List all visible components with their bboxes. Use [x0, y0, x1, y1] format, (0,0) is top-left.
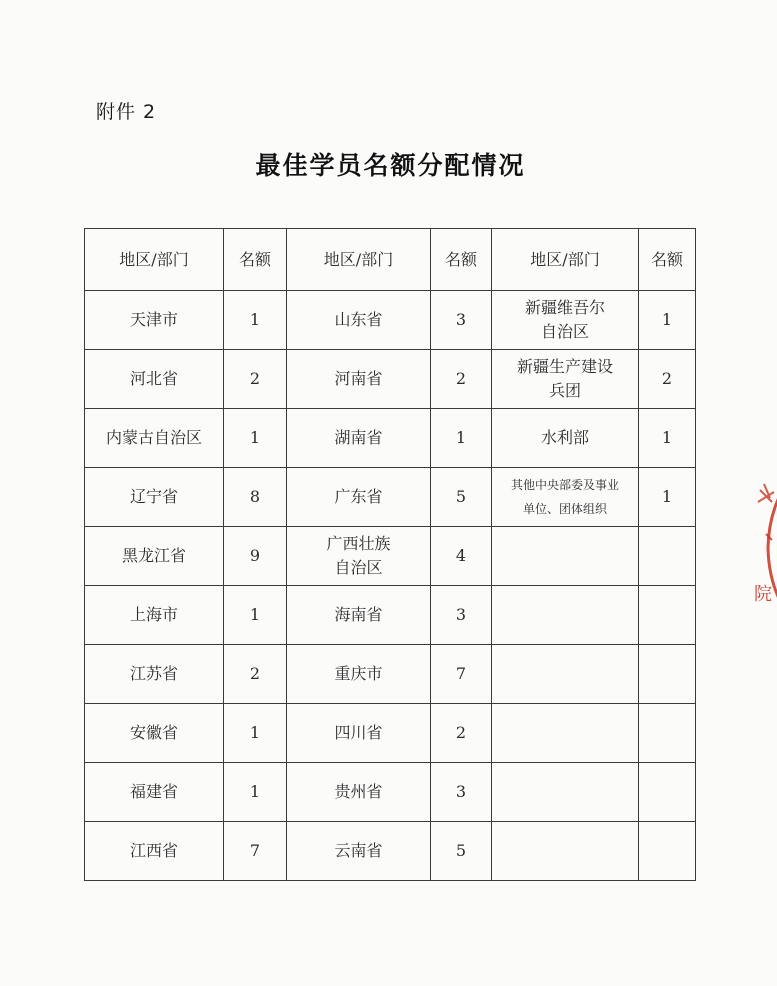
table-row — [85, 822, 696, 881]
quota-cell: 1 — [224, 704, 287, 763]
table-row — [85, 763, 696, 822]
region-cell: 水利部 — [492, 409, 639, 468]
table-header-row — [85, 229, 696, 291]
table-body — [85, 291, 696, 881]
column-header-quota: 名额 — [639, 229, 696, 291]
region-cell — [492, 763, 639, 822]
region-cell-line: 广西壮族 — [326, 534, 391, 553]
region-cell: 黑龙江省 — [85, 527, 224, 586]
quota-cell: 1 — [224, 586, 287, 645]
attachment-label: 附件 2 — [96, 101, 157, 123]
table-row — [85, 704, 696, 763]
region-cell: 广东省 — [287, 468, 431, 527]
quota-cell: 1 — [224, 291, 287, 350]
quota-cell: 1 — [431, 409, 492, 468]
region-cell-line: 兵团 — [548, 381, 581, 400]
region-cell: 福建省 — [85, 763, 224, 822]
region-cell: 四川省 — [287, 704, 431, 763]
quota-cell: 5 — [431, 468, 492, 527]
table-row — [85, 468, 696, 527]
column-header-region: 地区/部门 — [492, 229, 639, 291]
region-cell: 天津市 — [85, 291, 224, 350]
quota-cell: 7 — [224, 822, 287, 881]
quota-cell: 5 — [431, 822, 492, 881]
region-cell: 江苏省 — [85, 645, 224, 704]
document-title: 最佳学员名额分配情况 — [255, 151, 526, 180]
region-cell: 河南省 — [287, 350, 431, 409]
quota-cell: 1 — [224, 409, 287, 468]
region-cell: 重庆市 — [287, 645, 431, 704]
column-header-quota: 名额 — [431, 229, 492, 291]
region-cell-line: 自治区 — [334, 558, 383, 577]
region-cell — [492, 586, 639, 645]
table-row — [85, 409, 696, 468]
seal-text: 院 — [754, 584, 772, 605]
red-seal-stamp — [752, 468, 777, 628]
quota-cell: 1 — [639, 291, 696, 350]
quota-cell: 7 — [431, 645, 492, 704]
quota-cell: 9 — [224, 527, 287, 586]
table-row — [85, 645, 696, 704]
quota-cell: 4 — [431, 527, 492, 586]
region-cell-line: 新疆生产建设 — [516, 357, 613, 376]
table-row — [85, 586, 696, 645]
column-header-region: 地区/部门 — [85, 229, 224, 291]
region-cell — [492, 350, 639, 409]
region-cell — [492, 527, 639, 586]
quota-cell — [639, 586, 696, 645]
region-cell — [287, 527, 431, 586]
quota-cell: 1 — [639, 409, 696, 468]
region-cell: 湖南省 — [287, 409, 431, 468]
quota-table — [84, 228, 696, 881]
quota-cell: 2 — [431, 350, 492, 409]
column-header-region: 地区/部门 — [287, 229, 431, 291]
table-row — [85, 350, 696, 409]
quota-cell: 1 — [224, 763, 287, 822]
region-cell-line: 自治区 — [540, 322, 589, 341]
quota-cell: 3 — [431, 291, 492, 350]
region-cell — [492, 291, 639, 350]
column-header-quota: 名额 — [224, 229, 287, 291]
quota-cell — [639, 822, 696, 881]
region-cell: 海南省 — [287, 586, 431, 645]
region-cell: 安徽省 — [85, 704, 224, 763]
quota-cell: 2 — [639, 350, 696, 409]
region-cell: 上海市 — [85, 586, 224, 645]
region-cell-line: 其他中央部委及事业 — [510, 478, 619, 492]
quota-cell: 3 — [431, 763, 492, 822]
quota-cell — [639, 704, 696, 763]
quota-cell: 2 — [224, 350, 287, 409]
region-cell: 山东省 — [287, 291, 431, 350]
region-cell-line: 单位、团体组织 — [522, 502, 607, 516]
quota-cell — [639, 763, 696, 822]
region-cell — [492, 704, 639, 763]
region-cell: 江西省 — [85, 822, 224, 881]
quota-cell: 2 — [431, 704, 492, 763]
region-cell — [492, 468, 639, 527]
region-cell: 辽宁省 — [85, 468, 224, 527]
table-row — [85, 527, 696, 586]
region-cell: 内蒙古自治区 — [85, 409, 224, 468]
quota-cell — [639, 527, 696, 586]
region-cell — [492, 645, 639, 704]
region-cell: 河北省 — [85, 350, 224, 409]
quota-cell: 3 — [431, 586, 492, 645]
quota-cell — [639, 645, 696, 704]
region-cell: 云南省 — [287, 822, 431, 881]
quota-cell: 1 — [639, 468, 696, 527]
region-cell — [492, 822, 639, 881]
quota-cell: 2 — [224, 645, 287, 704]
region-cell-line: 新疆维吾尔 — [524, 298, 605, 317]
quota-cell: 8 — [224, 468, 287, 527]
table-row — [85, 291, 696, 350]
region-cell: 贵州省 — [287, 763, 431, 822]
